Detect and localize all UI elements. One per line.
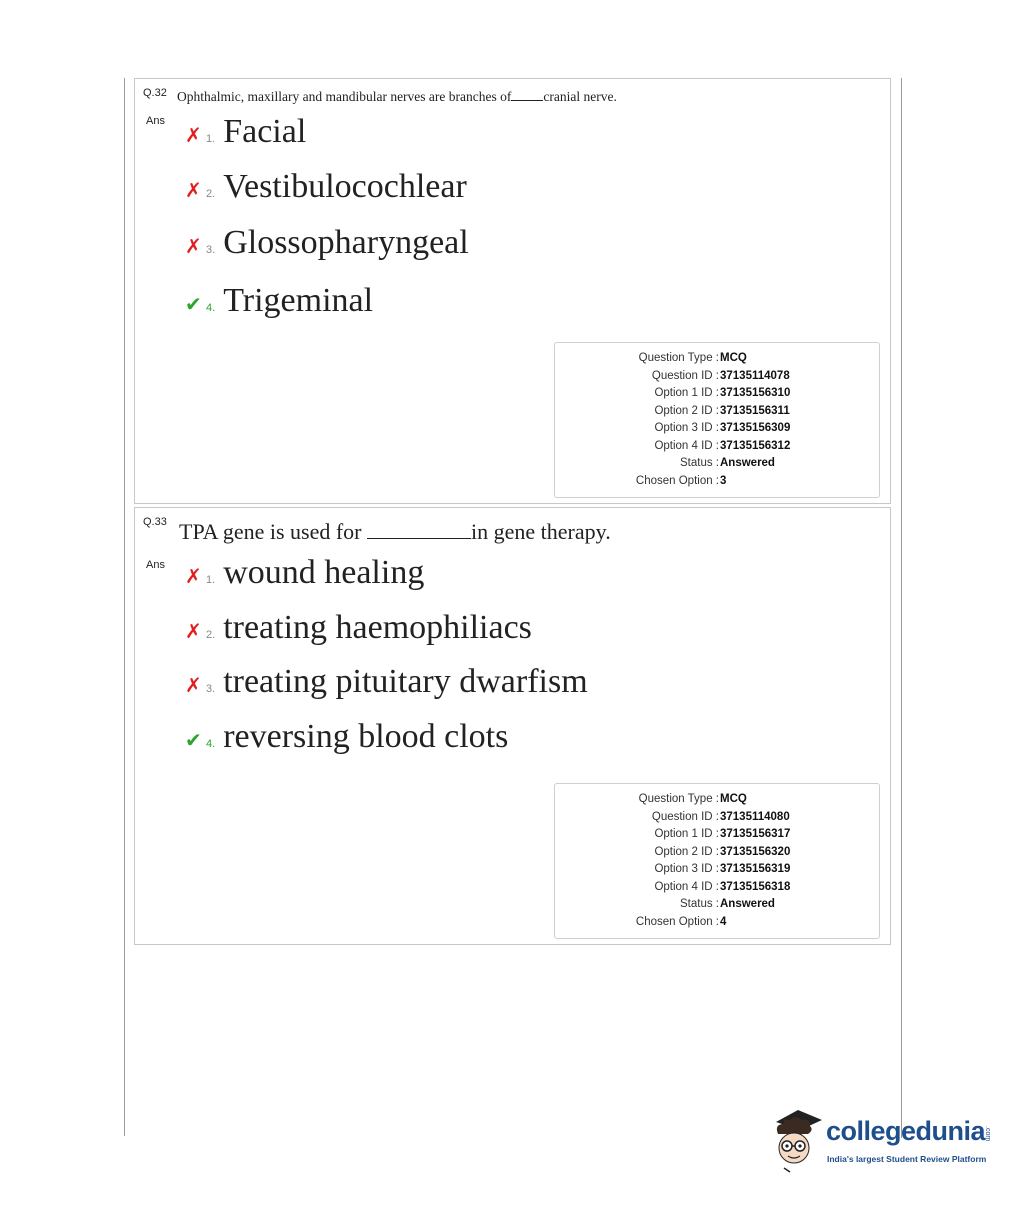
question-text-after: in gene therapy.	[471, 519, 611, 544]
meta-key: Question Type :	[638, 793, 719, 805]
question-number: Q.33	[143, 516, 167, 528]
option-text: wound healing	[223, 554, 425, 591]
meta-value: MCQ	[720, 793, 747, 805]
answer-blank	[367, 538, 471, 539]
meta-row	[555, 473, 879, 490]
cross-icon: ✗	[185, 236, 202, 258]
meta-row	[555, 826, 879, 843]
meta-row	[555, 914, 879, 931]
option-text: reversing blood clots	[223, 718, 509, 755]
option-number: 3.	[206, 683, 216, 695]
check-icon: ✔	[185, 294, 202, 316]
meta-row	[555, 385, 879, 402]
meta-key: Option 4 ID :	[654, 439, 719, 452]
option-4	[185, 282, 373, 320]
meta-row	[555, 896, 879, 913]
meta-row	[555, 438, 879, 455]
question-text-before: Ophthalmic, maxillary and mandibular nerves are branches of	[177, 89, 512, 104]
meta-value: 37135156318	[720, 880, 791, 893]
option-text: Glossopharyngeal	[223, 224, 469, 261]
question-text-after: cranial nerve.	[543, 89, 617, 104]
meta-key: Option 3 ID :	[654, 422, 719, 434]
meta-key: Option 2 ID :	[654, 845, 719, 858]
meta-value: 4	[720, 915, 727, 928]
option-text: treating haemophiliacs	[223, 609, 532, 646]
option-number: 4.	[206, 738, 216, 750]
cross-icon: ✗	[185, 675, 202, 697]
question-block-32	[134, 78, 891, 504]
collegedunia-logo	[768, 1104, 998, 1174]
meta-key: Question Type :	[638, 352, 719, 364]
meta-value: MCQ	[720, 352, 747, 364]
meta-value: 37135156310	[720, 387, 791, 399]
cross-icon: ✗	[185, 621, 202, 643]
option-1	[185, 554, 424, 592]
cross-icon: ✗	[185, 125, 202, 147]
meta-row	[555, 455, 879, 472]
meta-value: 37135156309	[720, 422, 791, 434]
meta-row	[555, 791, 879, 808]
meta-value: Answered	[720, 457, 775, 469]
meta-row	[555, 844, 879, 861]
meta-row	[555, 350, 879, 367]
option-number: 1.	[206, 133, 216, 145]
meta-key: Chosen Option :	[635, 474, 719, 487]
option-4	[185, 718, 508, 756]
option-2	[185, 168, 467, 206]
check-icon: ✔	[185, 730, 202, 752]
option-number: 4.	[206, 302, 216, 314]
meta-value: 37135114078	[720, 369, 790, 382]
option-number: 2.	[206, 188, 216, 200]
meta-row	[555, 809, 879, 826]
meta-key: Option 2 ID :	[654, 404, 719, 417]
ans-label: Ans	[146, 559, 165, 571]
page-left-rule	[124, 78, 125, 1136]
answer-blank	[511, 100, 543, 101]
meta-row	[555, 861, 879, 878]
question-text-before: TPA gene is used for	[179, 519, 362, 544]
option-number: 1.	[206, 574, 216, 586]
meta-row	[555, 420, 879, 437]
option-3	[185, 663, 588, 701]
question-block-33	[134, 507, 891, 945]
question-meta-panel	[554, 783, 880, 939]
meta-row	[555, 403, 879, 420]
option-number: 2.	[206, 629, 216, 641]
meta-row	[555, 879, 879, 896]
option-2	[185, 609, 532, 647]
meta-value: 37135156320	[720, 845, 791, 858]
meta-value: 37135114080	[720, 810, 790, 823]
mascot-icon	[768, 1104, 826, 1174]
meta-key: Chosen Option :	[635, 915, 719, 928]
meta-key: Option 1 ID :	[654, 828, 719, 840]
option-3	[185, 224, 469, 262]
meta-value: 37135156311	[720, 404, 790, 417]
logo-wordmark: collegedunia	[826, 1116, 986, 1146]
meta-value: 37135156317	[720, 828, 791, 840]
option-text: Trigeminal	[223, 282, 374, 319]
ans-label: Ans	[146, 115, 165, 127]
meta-value: 37135156312	[720, 439, 791, 452]
logo-suffix: .com	[984, 1126, 991, 1142]
option-text: Facial	[223, 113, 307, 150]
question-meta-panel	[554, 342, 880, 498]
meta-key: Question ID :	[651, 810, 719, 823]
question-number: Q.32	[143, 87, 167, 99]
meta-key: Option 4 ID :	[654, 880, 719, 893]
meta-key: Question ID :	[651, 369, 719, 382]
meta-value: 3	[720, 474, 727, 487]
meta-value: Answered	[720, 898, 775, 910]
question-text	[179, 519, 611, 545]
page-right-rule	[901, 78, 902, 1138]
logo-tagline: India's largest Student Review Platform	[827, 1154, 987, 1164]
meta-row	[555, 368, 879, 385]
meta-key: Status :	[680, 898, 719, 910]
option-number: 3.	[206, 244, 216, 256]
meta-key: Option 1 ID :	[654, 387, 719, 399]
cross-icon: ✗	[185, 566, 202, 588]
meta-key: Status :	[680, 457, 719, 469]
meta-key: Option 3 ID :	[654, 863, 719, 875]
cross-icon: ✗	[185, 180, 202, 202]
option-text: treating pituitary dwarfism	[223, 663, 588, 700]
option-1	[185, 113, 306, 151]
question-text	[177, 89, 617, 105]
meta-value: 37135156319	[720, 863, 791, 875]
option-text: Vestibulocochlear	[223, 168, 467, 205]
